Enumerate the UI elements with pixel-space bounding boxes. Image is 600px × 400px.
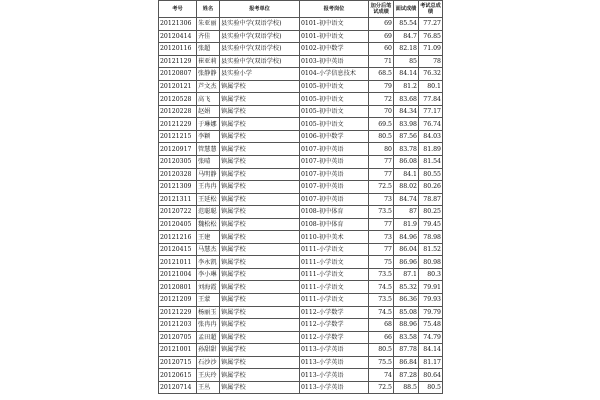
cell-exam-id: 20120228	[159, 105, 197, 118]
cell-written-score: 72	[369, 93, 394, 106]
cell-exam-id: 20120615	[159, 369, 197, 382]
cell-unit: 镇属学校	[220, 168, 300, 181]
cell-exam-id: 20121209	[159, 294, 197, 307]
cell-total-score: 79.93	[419, 294, 443, 307]
cell-total-score: 80.55	[419, 168, 443, 181]
table-row	[159, 156, 443, 169]
cell-unit: 镇属学校	[220, 281, 300, 294]
results-table	[158, 0, 443, 394]
cell-interview-score: 87.56	[394, 130, 419, 143]
table-row	[159, 43, 443, 56]
table-row	[159, 268, 443, 281]
cell-interview-score: 86.08	[394, 156, 419, 169]
cell-position: 0112-小学数学	[300, 319, 369, 332]
cell-position: 0106-初中数学	[300, 130, 369, 143]
cell-position: 0108-初中体育	[300, 206, 369, 219]
cell-exam-id: 20120414	[159, 30, 197, 43]
cell-exam-id: 20121001	[159, 344, 197, 357]
table-row	[159, 344, 443, 357]
header-total-score: 考试总成绩	[419, 1, 443, 18]
table-row	[159, 68, 443, 81]
cell-written-score: 70	[369, 105, 394, 118]
cell-total-score: 81.52	[419, 243, 443, 256]
cell-position: 0107-初中英语	[300, 168, 369, 181]
table-row	[159, 331, 443, 344]
cell-interview-score: 88.96	[394, 319, 419, 332]
cell-written-score: 75	[369, 256, 394, 269]
cell-name: 王庆玲	[197, 369, 220, 382]
cell-exam-id: 20121216	[159, 231, 197, 244]
cell-interview-score: 86.36	[394, 294, 419, 307]
cell-unit: 镇属学校	[220, 118, 300, 131]
cell-name: 杨丽玉	[197, 306, 220, 319]
table-row	[159, 18, 443, 31]
cell-unit: 镇属学校	[220, 356, 300, 369]
cell-written-score: 73	[369, 193, 394, 206]
cell-total-score: 84.14	[419, 344, 443, 357]
cell-interview-score: 86.04	[394, 243, 419, 256]
table-row	[159, 306, 443, 319]
cell-exam-id: 20121229	[159, 118, 197, 131]
cell-position: 0107-初中英语	[300, 156, 369, 169]
cell-written-score: 80	[369, 143, 394, 156]
cell-position: 0107-初中英语	[300, 143, 369, 156]
cell-unit: 县实验中学(双语学校)	[220, 55, 300, 68]
table-row	[159, 93, 443, 106]
cell-interview-score: 87	[394, 206, 419, 219]
cell-position: 0102-初中数学	[300, 43, 369, 56]
cell-written-score: 77	[369, 243, 394, 256]
cell-written-score: 72.5	[369, 181, 394, 194]
cell-interview-score: 85.32	[394, 281, 419, 294]
cell-interview-score: 86.96	[394, 256, 419, 269]
cell-unit: 镇属学校	[220, 218, 300, 231]
cell-unit: 县实验小学	[220, 68, 300, 81]
cell-name: 高飞	[197, 93, 220, 106]
cell-name: 李小琳	[197, 268, 220, 281]
cell-written-score: 71	[369, 55, 394, 68]
cell-total-score: 76.32	[419, 68, 443, 81]
cell-position: 0108-初中体育	[300, 218, 369, 231]
cell-interview-score: 84.96	[394, 231, 419, 244]
table-row	[159, 118, 443, 131]
cell-interview-score: 83.98	[394, 118, 419, 131]
cell-unit: 镇属学校	[220, 105, 300, 118]
cell-unit: 镇属学校	[220, 319, 300, 332]
cell-position: 0112-小学数学	[300, 306, 369, 319]
cell-position: 0111-小学语文	[300, 281, 369, 294]
table-row	[159, 369, 443, 382]
cell-written-score: 60	[369, 43, 394, 56]
cell-written-score: 73.5	[369, 206, 394, 219]
cell-unit: 镇属学校	[220, 143, 300, 156]
cell-exam-id: 20121004	[159, 268, 197, 281]
cell-interview-score: 84.7	[394, 30, 419, 43]
table-row	[159, 55, 443, 68]
cell-interview-score: 85.08	[394, 306, 419, 319]
table-row	[159, 356, 443, 369]
cell-total-score: 80.26	[419, 181, 443, 194]
cell-unit: 镇属学校	[220, 93, 300, 106]
table-row	[159, 231, 443, 244]
cell-position: 0112-小学数学	[300, 331, 369, 344]
cell-unit: 镇属学校	[220, 80, 300, 93]
table-row	[159, 143, 443, 156]
cell-name: 张晴	[197, 156, 220, 169]
cell-exam-id: 20120405	[159, 218, 197, 231]
cell-total-score: 74.79	[419, 331, 443, 344]
cell-exam-id: 20120415	[159, 243, 197, 256]
cell-exam-id: 20121011	[159, 256, 197, 269]
cell-written-score: 80.5	[369, 130, 394, 143]
cell-total-score: 84.03	[419, 130, 443, 143]
cell-written-score: 66	[369, 331, 394, 344]
header-unit: 报考单位	[220, 1, 300, 18]
cell-total-score: 80.25	[419, 206, 443, 219]
cell-name: 齐佳	[197, 30, 220, 43]
table-row	[159, 30, 443, 43]
cell-interview-score: 81.2	[394, 80, 419, 93]
table-row	[159, 168, 443, 181]
cell-written-score: 69.5	[369, 118, 394, 131]
cell-position: 0111-小学语文	[300, 268, 369, 281]
cell-name: 芦文杰	[197, 80, 220, 93]
cell-name: 张冉冉	[197, 319, 220, 332]
table-body	[159, 18, 443, 394]
cell-unit: 镇属学校	[220, 294, 300, 307]
cell-total-score: 77.27	[419, 18, 443, 31]
cell-exam-id: 20120328	[159, 168, 197, 181]
cell-unit: 镇属学校	[220, 156, 300, 169]
cell-unit: 镇属学校	[220, 206, 300, 219]
table-row	[159, 256, 443, 269]
cell-interview-score: 84.74	[394, 193, 419, 206]
cell-total-score: 79.79	[419, 306, 443, 319]
cell-exam-id: 20120715	[159, 356, 197, 369]
cell-interview-score: 87.28	[394, 369, 419, 382]
cell-unit: 镇属学校	[220, 306, 300, 319]
cell-name: 孟田超	[197, 331, 220, 344]
header-name: 姓名	[197, 1, 220, 18]
cell-name: 孙甜甜	[197, 344, 220, 357]
cell-written-score: 77	[369, 218, 394, 231]
header-position: 报考岗位	[300, 1, 369, 18]
table-row	[159, 218, 443, 231]
cell-name: 管慧慧	[197, 143, 220, 156]
table-row	[159, 181, 443, 194]
cell-interview-score: 86.84	[394, 356, 419, 369]
cell-name: 朱亚丽	[197, 18, 220, 31]
cell-unit: 县实验中学(双语学校)	[220, 43, 300, 56]
cell-exam-id: 20120528	[159, 93, 197, 106]
cell-unit: 镇属学校	[220, 193, 300, 206]
cell-position: 0105-初中语文	[300, 118, 369, 131]
table-row	[159, 80, 443, 93]
cell-total-score: 76.85	[419, 30, 443, 43]
cell-total-score: 77.84	[419, 93, 443, 106]
cell-total-score: 79.91	[419, 281, 443, 294]
cell-interview-score: 88.02	[394, 181, 419, 194]
cell-name: 石沙沙	[197, 356, 220, 369]
cell-name: 王延松	[197, 193, 220, 206]
cell-position: 0111-小学语文	[300, 243, 369, 256]
cell-position: 0101-初中语文	[300, 18, 369, 31]
cell-name: 李颖	[197, 130, 220, 143]
cell-name: 于琳娜	[197, 118, 220, 131]
header-interview-score: 面试成绩	[394, 1, 419, 18]
cell-exam-id: 20120305	[159, 156, 197, 169]
cell-unit: 镇属学校	[220, 243, 300, 256]
cell-written-score: 75.5	[369, 356, 394, 369]
cell-unit: 镇属学校	[220, 231, 300, 244]
cell-interview-score: 82.18	[394, 43, 419, 56]
cell-position: 0113-小学英语	[300, 369, 369, 382]
table-row	[159, 294, 443, 307]
cell-position: 0101-初中语文	[300, 30, 369, 43]
cell-total-score: 79.45	[419, 218, 443, 231]
cell-interview-score: 83.58	[394, 331, 419, 344]
cell-exam-id: 20120917	[159, 143, 197, 156]
cell-name: 张静静	[197, 68, 220, 81]
cell-unit: 镇属学校	[220, 381, 300, 394]
table-row	[159, 381, 443, 394]
cell-exam-id: 20121129	[159, 55, 197, 68]
cell-unit: 镇属学校	[220, 344, 300, 357]
cell-position: 0107-初中英语	[300, 193, 369, 206]
cell-name: 赵娟	[197, 105, 220, 118]
cell-unit: 镇属学校	[220, 369, 300, 382]
table-row	[159, 193, 443, 206]
cell-total-score: 78.87	[419, 193, 443, 206]
cell-total-score: 81.89	[419, 143, 443, 156]
cell-written-score: 80.5	[369, 344, 394, 357]
cell-total-score: 80.98	[419, 256, 443, 269]
cell-unit: 镇属学校	[220, 130, 300, 143]
cell-total-score: 80.1	[419, 80, 443, 93]
cell-exam-id: 20121306	[159, 18, 197, 31]
table-row	[159, 105, 443, 118]
cell-written-score: 73.5	[369, 294, 394, 307]
cell-interview-score: 84.34	[394, 105, 419, 118]
cell-interview-score: 87.1	[394, 268, 419, 281]
cell-unit: 镇属学校	[220, 181, 300, 194]
cell-unit: 县实验中学(双语学校)	[220, 18, 300, 31]
cell-position: 0103-初中英语	[300, 55, 369, 68]
cell-exam-id: 20120722	[159, 206, 197, 219]
cell-exam-id: 20120705	[159, 331, 197, 344]
cell-interview-score: 85.54	[394, 18, 419, 31]
cell-written-score: 79	[369, 80, 394, 93]
cell-position: 0105-初中语文	[300, 80, 369, 93]
cell-exam-id: 20121215	[159, 130, 197, 143]
cell-written-score: 72.5	[369, 381, 394, 394]
table-row	[159, 130, 443, 143]
cell-written-score: 77	[369, 168, 394, 181]
cell-position: 0113-小学英语	[300, 381, 369, 394]
cell-written-score: 68.5	[369, 68, 394, 81]
header-row	[159, 1, 443, 18]
cell-total-score: 81.54	[419, 156, 443, 169]
cell-total-score: 78.98	[419, 231, 443, 244]
cell-exam-id: 20120801	[159, 281, 197, 294]
table-row	[159, 243, 443, 256]
cell-name: 马明静	[197, 168, 220, 181]
cell-name: 王冉冉	[197, 181, 220, 194]
cell-position: 0111-小学语文	[300, 294, 369, 307]
cell-position: 0113-小学英语	[300, 344, 369, 357]
cell-written-score: 68	[369, 319, 394, 332]
cell-unit: 镇属学校	[220, 256, 300, 269]
cell-name: 张超	[197, 43, 220, 56]
table-row	[159, 281, 443, 294]
cell-written-score: 77	[369, 156, 394, 169]
cell-interview-score: 84.14	[394, 68, 419, 81]
table-row	[159, 319, 443, 332]
cell-position: 0104-小学信息技术	[300, 68, 369, 81]
cell-name: 马慧杰	[197, 243, 220, 256]
cell-exam-id: 20121203	[159, 319, 197, 332]
cell-total-score: 80.5	[419, 381, 443, 394]
header-exam-id: 考号	[159, 1, 197, 18]
cell-name: 魏松松	[197, 218, 220, 231]
cell-position: 0113-小学英语	[300, 356, 369, 369]
cell-interview-score: 84.1	[394, 168, 419, 181]
cell-written-score: 74.5	[369, 306, 394, 319]
cell-exam-id: 20121311	[159, 193, 197, 206]
cell-name: 李永凯	[197, 256, 220, 269]
table-row	[159, 206, 443, 219]
cell-name: 王建	[197, 231, 220, 244]
cell-total-score: 81.17	[419, 356, 443, 369]
cell-total-score: 80.3	[419, 268, 443, 281]
cell-name: 范聪聪	[197, 206, 220, 219]
cell-written-score: 73.5	[369, 268, 394, 281]
cell-interview-score: 88.5	[394, 381, 419, 394]
cell-position: 0105-初中语文	[300, 93, 369, 106]
cell-name: 王蒙	[197, 294, 220, 307]
cell-total-score: 75.48	[419, 319, 443, 332]
cell-exam-id: 20121309	[159, 181, 197, 194]
cell-interview-score: 87.78	[394, 344, 419, 357]
cell-written-score: 73	[369, 231, 394, 244]
header-written-score: 加分后笔试成绩	[369, 1, 394, 18]
cell-written-score: 69	[369, 18, 394, 31]
cell-total-score: 71.09	[419, 43, 443, 56]
cell-position: 0105-初中语文	[300, 105, 369, 118]
cell-exam-id: 20120714	[159, 381, 197, 394]
cell-position: 0110-初中美术	[300, 231, 369, 244]
cell-total-score: 80.64	[419, 369, 443, 382]
cell-total-score: 78	[419, 55, 443, 68]
cell-exam-id: 20120116	[159, 43, 197, 56]
score-sheet	[158, 0, 443, 400]
cell-interview-score: 83.68	[394, 93, 419, 106]
cell-interview-score: 81.9	[394, 218, 419, 231]
cell-unit: 县实验中学(双语学校)	[220, 30, 300, 43]
cell-interview-score: 83.78	[394, 143, 419, 156]
cell-unit: 镇属学校	[220, 331, 300, 344]
cell-exam-id: 20120807	[159, 68, 197, 81]
cell-unit: 镇属学校	[220, 268, 300, 281]
cell-total-score: 77.17	[419, 105, 443, 118]
cell-position: 0107-初中英语	[300, 181, 369, 194]
cell-total-score: 76.74	[419, 118, 443, 131]
cell-position: 0111-小学语文	[300, 256, 369, 269]
cell-name: 刘海霞	[197, 281, 220, 294]
cell-name: 崔亚莉	[197, 55, 220, 68]
cell-name: 王丛	[197, 381, 220, 394]
cell-written-score: 74	[369, 369, 394, 382]
cell-written-score: 69	[369, 30, 394, 43]
cell-exam-id: 20120121	[159, 80, 197, 93]
cell-interview-score: 85	[394, 55, 419, 68]
cell-written-score: 74.5	[369, 281, 394, 294]
cell-exam-id: 20121229	[159, 306, 197, 319]
